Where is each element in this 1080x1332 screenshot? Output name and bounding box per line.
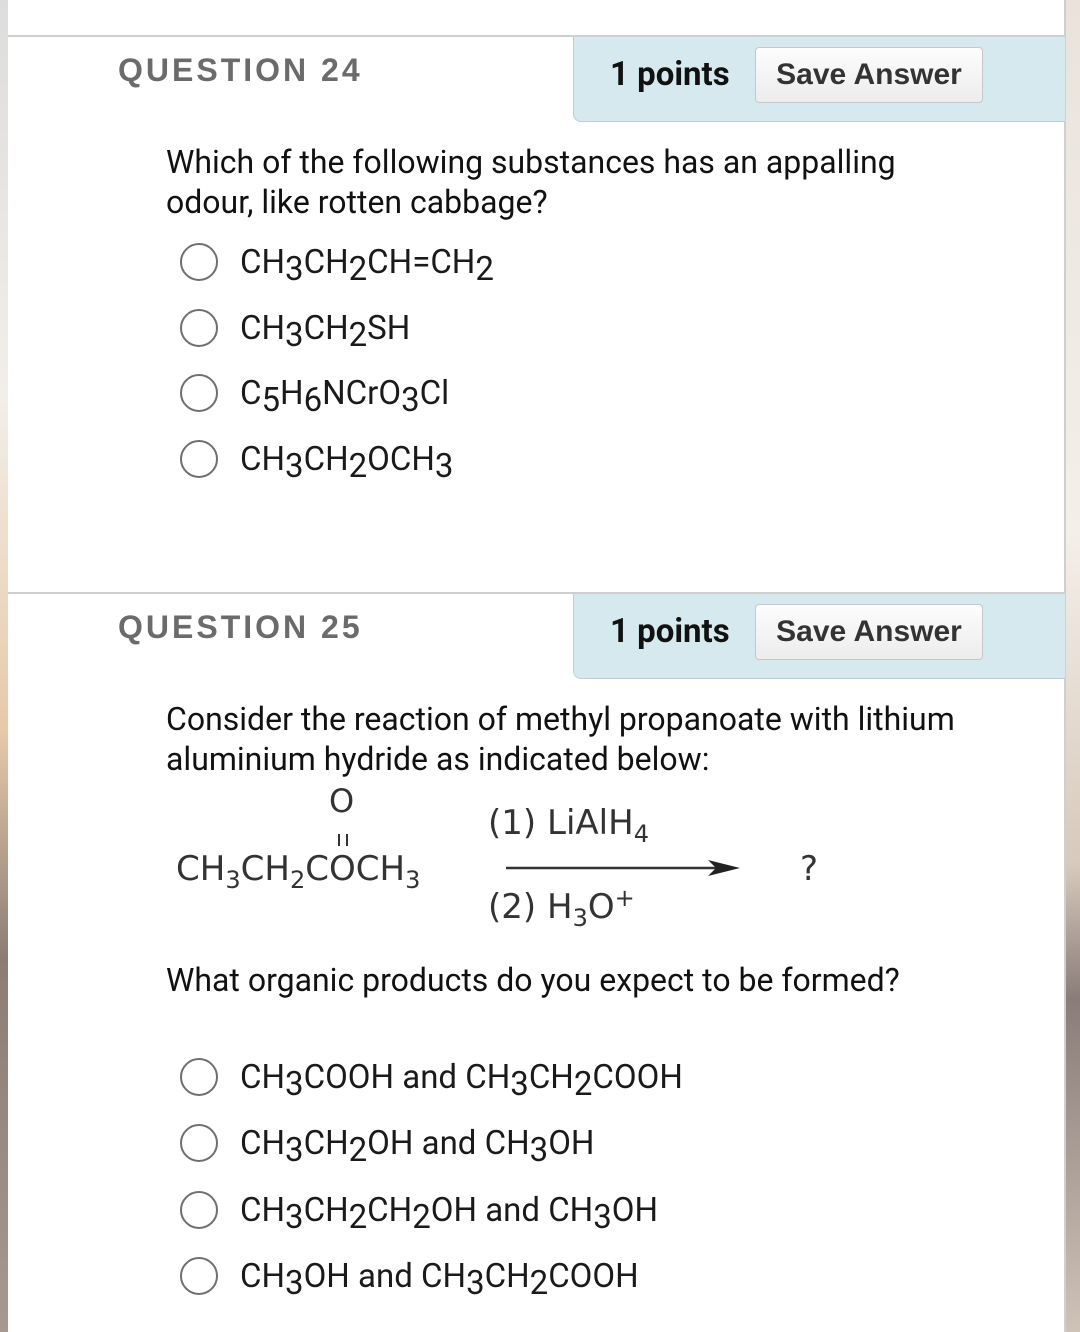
option-label: CH3OH and CH3CH2COOH bbox=[240, 1256, 639, 1303]
option-label: CH3COOH and CH3CH2COOH bbox=[240, 1057, 683, 1104]
option-label: CH3CH2CH2OH and CH3OH bbox=[240, 1190, 659, 1237]
question-text: Consider the reaction of methyl propanoate with lithium aluminium hydride as indicated below: bbox=[166, 700, 955, 778]
option-label: CH3CH2SH bbox=[240, 308, 411, 355]
radio-button[interactable] bbox=[180, 1257, 218, 1295]
points-box bbox=[573, 37, 1065, 122]
product-unknown: ? bbox=[800, 849, 819, 889]
radio-button[interactable] bbox=[180, 1058, 218, 1096]
carbonyl-oxygen: O bbox=[329, 782, 355, 820]
question-prompt: What organic products do you expect to be formed? bbox=[166, 961, 900, 999]
answer-option[interactable] bbox=[180, 1252, 639, 1303]
question-title: QUESTION 25 bbox=[118, 609, 363, 645]
save-answer-button[interactable]: Save Answer bbox=[755, 47, 983, 103]
radio-button[interactable] bbox=[180, 440, 218, 478]
question-text: Which of the following substances has an appalling odour, like rotten cabbage? bbox=[166, 143, 896, 221]
radio-button[interactable] bbox=[180, 1124, 218, 1162]
background-right bbox=[1064, 0, 1080, 1332]
answer-option[interactable] bbox=[180, 238, 494, 289]
points-label: 1 points bbox=[610, 612, 730, 651]
quiz-panel bbox=[8, 0, 1066, 1332]
reactant-formula: $CH_3CH_2COCH_3$ bbox=[176, 849, 421, 894]
answer-option[interactable] bbox=[180, 369, 450, 420]
reaction-scheme bbox=[168, 780, 868, 930]
reagent-step-2: (2) $H_3O^+$ bbox=[488, 884, 635, 930]
answer-option[interactable] bbox=[180, 1186, 659, 1237]
option-label: CH3CH2CH=CH2 bbox=[240, 242, 494, 289]
save-answer-button[interactable]: Save Answer bbox=[755, 604, 983, 660]
points-box bbox=[573, 594, 1065, 679]
answer-option[interactable] bbox=[180, 435, 454, 486]
radio-button[interactable] bbox=[180, 309, 218, 347]
answer-option[interactable] bbox=[180, 1119, 595, 1170]
reagent-step-1: (1) LiAlH$_4$ bbox=[488, 803, 649, 848]
option-label: C5H6NCrO3Cl bbox=[240, 373, 450, 420]
background-left bbox=[0, 0, 8, 1332]
answer-option[interactable] bbox=[180, 1053, 683, 1104]
points-label: 1 points bbox=[610, 55, 730, 94]
radio-button[interactable] bbox=[180, 1191, 218, 1229]
radio-button[interactable] bbox=[180, 243, 218, 281]
option-label: CH3CH2OH and CH3OH bbox=[240, 1123, 595, 1170]
answer-option[interactable] bbox=[180, 304, 411, 355]
radio-button[interactable] bbox=[180, 374, 218, 412]
question-title: QUESTION 24 bbox=[118, 52, 363, 88]
option-label: CH3CH2OCH3 bbox=[240, 439, 454, 486]
